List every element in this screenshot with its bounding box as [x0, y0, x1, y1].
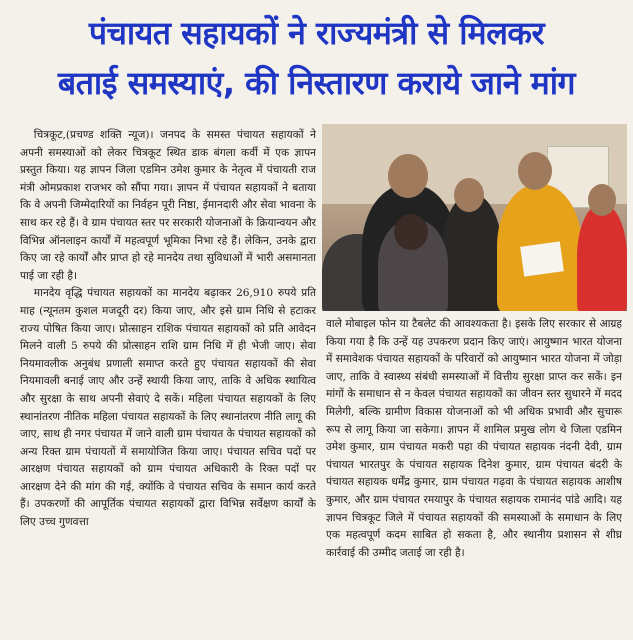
- photo-person-4: [577, 204, 627, 311]
- photo-head-4: [588, 184, 616, 216]
- article-paragraph-1: चित्रकूट,(प्रचण्ड शक्ति न्यूज)। जनपद के समस्त पंचायत सहायकों ने अपनी समस्याओं को लेकर चित्रकूट स्थित डाक बंगला कर्वी में एक ज्ञापन प्रस्तुत किया। यह ज्ञापन जिला एडमिन उमेश कुमार के नेतृत्व में पंचायती राज मंत्री ओमप्रकाश राजभर को सौंपा गया। ज्ञापन में पंचायत सहायकों ने बताया कि वे अपनी जिम्मेदारियों का निर्वहन पूरी निष्ठा, ईमानदारी और सेवा भावना के साथ कर रहे हैं। वे ग्राम पंचायत स्तर पर सरकारी योजनाओं के क्रियान्वयन और विभिन्न ऑनलाइन कार्यों में महत्वपूर्ण भूमिका निभा रहे हैं। लेकिन, उनके द्वारा किए जा रहे कार्यों और प्राप्त हो रहे मानदेय तथा सुविधाओं में भारी असमानता पाई जा रही है।: [20, 129, 316, 282]
- photo-head-5: [394, 214, 428, 250]
- photo-head-2: [454, 178, 484, 212]
- article-paragraph-3: वाले मोबाइल फोन या टैबलेट की आवश्यकता है। इसके लिए सरकार से आग्रह किया गया है कि उन्हें यह उपकरण प्रदान किए जाएं। आयुष्मान भारत योजना में समावेशक पंचायत सहायकों के परिवारों को आयुष्मान भारत योजना में जोड़ा जाए, ताकि वे स्वास्थ्य संबंधी समस्याओं में वित्तीय सुरक्षा प्राप्त कर सकें। इन मांगों के समाधान से न केवल पंचायत सहायकों का जीवन स्तर सुधारने में मदद मिलेगी, बल्कि ग्रामीण विकास योजनाओं को भी अधिक प्रभावी और सुचारू रूप से लागू किया जा सकेगा। ज्ञापन में शामिल प्रमुख लोग थे जिला एडमिन उमेश कुमार, ग्राम पंचायत मकरी पहा की पंचायत सहायक नंदनी देवी, ग्राम पंचायत भारतपुर के पंचायत सहायक दिनेश कुमार, ग्राम पंचायत बंदरी के पंचायत सहायक धर्मेंद्र कुमार, ग्राम पंचायत गढ़वा के पंचायत सहायक आशीष कुमार, और ग्राम पंचायत रमयापुर के पंचायत सहायक रामानंद पांडे आदि। यह ज्ञापन चित्रकूट जिले में पंचायत सहायकों की समस्याओं के समाधान के लिए एक महत्वपूर्ण कदम साबित हो सकता है, और स्थानीय प्रशासन से शीघ्र कार्रवाई की उम्मीद जताई जा रही है।: [326, 318, 622, 559]
- photo-memorandum-paper: [520, 241, 564, 276]
- news-photo: [322, 124, 627, 311]
- headline: [0, 0, 633, 112]
- headline-line-1: पंचायत सहायकों ने राज्यमंत्री से मिलकर: [88, 14, 545, 52]
- article-right-column: [326, 316, 622, 638]
- photo-head-3: [518, 152, 552, 190]
- article-paragraph-2: मानदेय वृद्धि पंचायत सहायकों का मानदेय बढ़ाकर 26,910 रुपये प्रति माह (न्यूनतम कुशल मजदूरी दर) किया जाए, और इसे ग्राम निधि से हटाकर राज्य पोषित किया जाए। प्रोत्साहन राशिक पंचायत सहायकों को प्रति आवेदन मिलने वाली 5 रुपये की प्रोत्साहन राशि ग्राम निधि में ही भेजी जाए। सेवा नियमावलीक अनुबंध प्रणाली समाप्त करते हुए पंचायत सहायकों की सेवा नियमावली बनाई जाए और उन्हें स्थायी किया जाए, ताकि वे अधिक स्थायित्व और सुरक्षा के साथ अपनी सेवाएं दे सकें। महिला पंचायत सहायकों के लिए स्थानांतरण नीतिक महिला पंचायत सहायकों के लिए स्थानांतरण नीति लागू की जाए, साथ ही नगर पंचायत में जाने वाली ग्राम पंचायत के पंचायत सहायकों को अन्य रिक्त ग्राम पंचायतों में समायोजित किया जाए। पंचायत सचिव पदों पर आरक्षण पंचायत सहायकों को ग्राम पंचायत अधिकारी के रिक्त पदों पर आरक्षण देने की मांग की गई, क्योंकि वे पंचायत सचिव के समान कार्य करते हैं। उपकरणों की आपूर्तिक पंचायत सहायकों द्वारा विभिन्न सर्वेक्षण कार्यों के लिए उच्च गुणवत्ता: [20, 287, 316, 529]
- article-left-column: [20, 127, 316, 637]
- headline-line-2: बताई समस्याएं, की निस्तारण कराये जाने मांग: [57, 64, 576, 102]
- photo-head-1: [388, 154, 428, 198]
